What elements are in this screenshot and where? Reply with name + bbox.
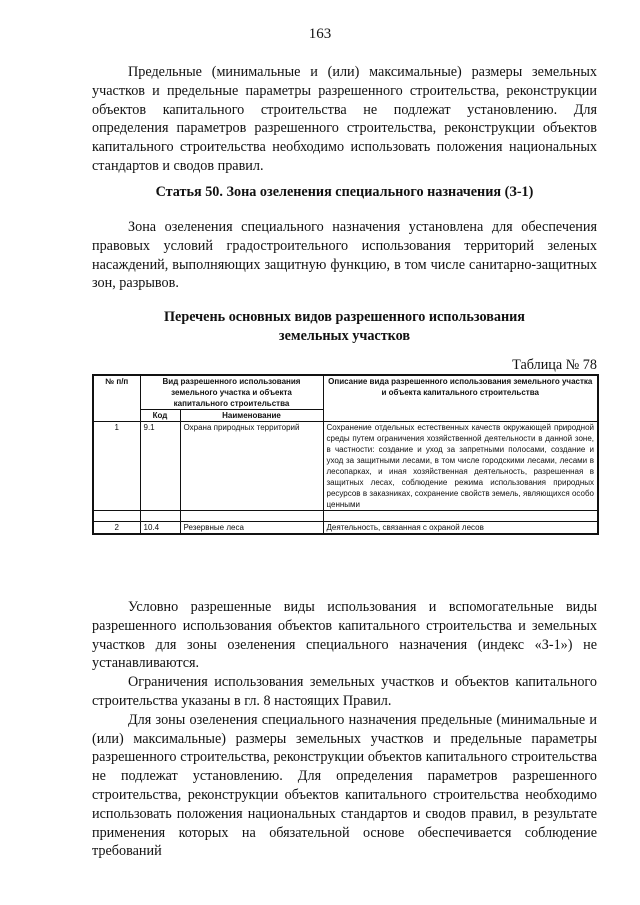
- restrictions-paragraph: Ограничения использования земельных участков и объектов капитального строительства указаны в гл. 8 настоящих Правил.: [92, 674, 597, 709]
- table-caption: Таблица № 78: [512, 357, 597, 373]
- row-num: 1: [93, 422, 140, 511]
- top-section: [92, 63, 597, 176]
- list-title-line2: земельных участков: [278, 327, 411, 344]
- parameters-paragraph: Предельные (минимальные и (или) максимальные) размеры земельных участков и предельные параметры разрешенного строительства, реконструкции объектов капитального строительства не подлежат установлению. Для определения параметров разрешенного строительства, реконструкции объектов капитального строительства необходимо использовать положения национальных стандартов и сводов правил.: [92, 64, 597, 174]
- permitted-use-table: [92, 374, 599, 535]
- header-num: № п/п: [93, 375, 140, 422]
- zone-description-section: [92, 218, 597, 293]
- row-code: 9.1: [140, 422, 180, 511]
- row-name: Охрана природных территорий: [180, 422, 323, 511]
- zone-description-paragraph: Зона озеленения специального назначения установлена для обеспечения правовых условий градостроительного использования территорий зеленых насаждений, выполняющих защитную функцию, в том числе санитарно-защитных зон, разрывов.: [92, 219, 597, 292]
- header-type-group: Вид разрешенного использования земельного участка и объекта капитального строительства: [140, 375, 323, 410]
- page-number: 163: [308, 26, 332, 42]
- row-num: 2: [93, 522, 140, 535]
- bottom-section: [92, 598, 597, 861]
- article-title: Статья 50. Зона озеленения специального назначения (З-1): [155, 184, 534, 200]
- table-header-row: [93, 375, 598, 410]
- row-description: Деятельность, связанная с охраной лесов: [323, 522, 598, 535]
- list-title-line1: Перечень основных видов разрешенного использования: [164, 309, 525, 325]
- zone-parameters-paragraph: Для зоны озеленения специального назначения предельные (минимальные и (или) максимальные) размеры земельных участков и предельные параметры разрешенного строительства, реконструкции объектов капитального строительства не подлежат установлению. Для определения параметров разрешенного строительства, реконструкции объектов капитального строительства необходимо использовать положения национальных стандартов и сводов правил, в результате применения которых на обязательной основе обеспечивается соблюдение требований: [92, 711, 597, 860]
- header-code: Код: [140, 410, 180, 422]
- header-name: Наименование: [180, 410, 323, 422]
- list-title-section: [92, 308, 597, 346]
- table-spacer-row: [93, 511, 598, 522]
- table-row: [93, 422, 598, 511]
- row-code: 10.4: [140, 522, 180, 535]
- conditional-use-paragraph: Условно разрешенные виды использования и вспомогательные виды разрешенного использования объектов капитального строительства и земельных участков для зоны озеленения специального назначения (индекс «З-1») не устанавливаются.: [92, 599, 597, 672]
- row-description: Сохранение отдельных естественных качеств окружающей природной среды путем ограничения хозяйственной деятельности в данной зоне, в частности: создание и уход за запретными полосами, создание и уход за защитными лесами, в том числе городскими лесами, лесами в лесопарках, и иная хозяйственная деятельность, разрешенная в защитных лесах, соблюдение режима использования природных ресурсов в заказниках, сохранение свойств земель, являющихся особо ценными: [323, 422, 598, 511]
- header-description: Описание вида разрешенного использования земельного участка и объекта капитального строительства: [323, 375, 598, 422]
- table-row: [93, 522, 598, 535]
- article-section: [92, 183, 597, 202]
- row-name: Резервные леса: [180, 522, 323, 535]
